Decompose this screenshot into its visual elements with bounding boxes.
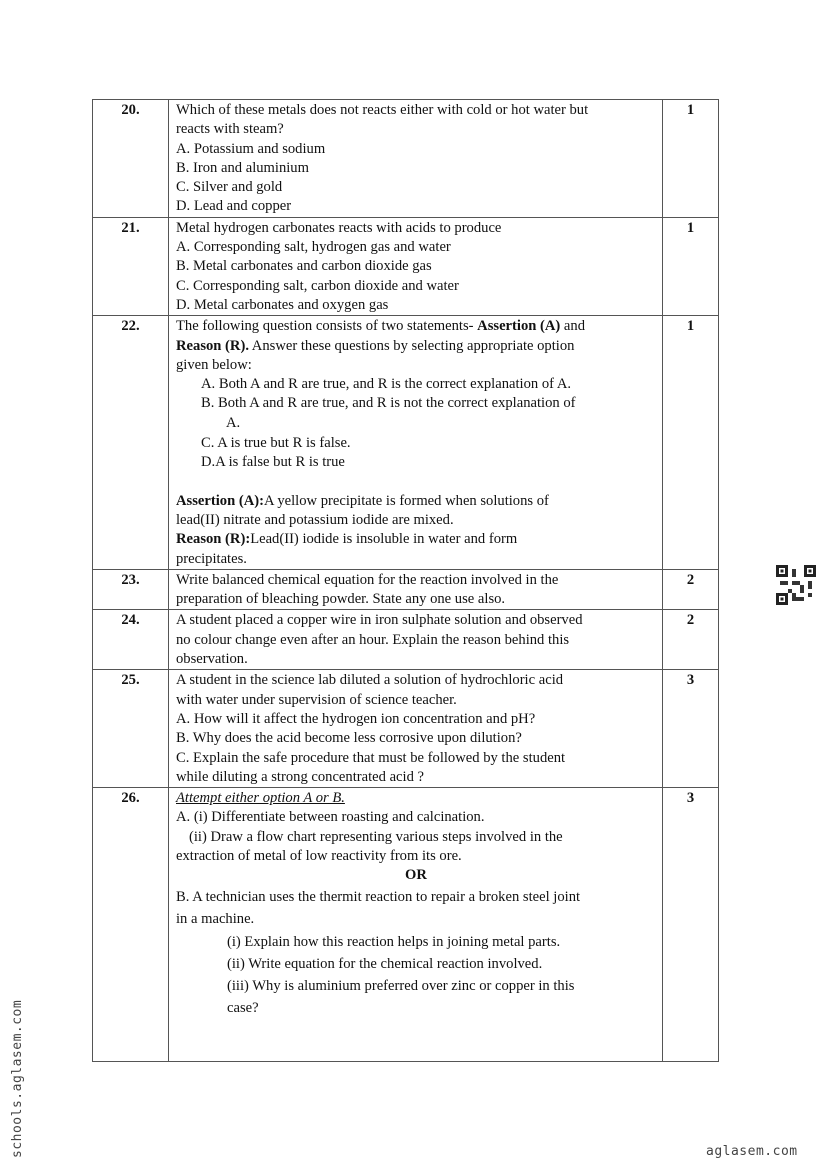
question-text: [169, 100, 663, 218]
question-row-26: [93, 788, 719, 1062]
option-b: B. Iron and aluminium: [176, 159, 309, 176]
text-bold: Reason (R).: [176, 337, 249, 354]
text-bold: Assertion (A): [477, 318, 561, 335]
question-number: 23.: [93, 569, 169, 610]
question-number: 25.: [93, 670, 169, 788]
option-a: A. Corresponding salt, hydrogen gas and water: [176, 239, 451, 256]
reason: [176, 530, 656, 549]
text-line: Write balanced chemical equation for the reaction involved in the: [176, 571, 559, 588]
instruction: Attempt either option A or B.: [176, 790, 345, 807]
question-text: [169, 788, 663, 1062]
text-line: A student placed a copper wire in iron sulphate solution and observed: [176, 612, 583, 629]
question-text: [169, 316, 663, 570]
text-line: while diluting a strong concentrated acid ?: [176, 768, 425, 785]
or-separator: OR: [405, 867, 427, 884]
option-d: D. Metal carbonates and oxygen gas: [176, 296, 389, 313]
text: The following question consists of two statements-: [176, 318, 478, 335]
option-b: B. Metal carbonates and carbon dioxide gas: [176, 258, 432, 275]
question-number: 21.: [93, 217, 169, 315]
text-line: Which of these metals does not reacts either with cold or hot water but: [176, 102, 589, 118]
question-text: [169, 217, 663, 315]
reason-label: Reason (R):: [176, 531, 251, 548]
text-line: [176, 337, 656, 356]
text-line: A student in the science lab diluted a solution of hydrochloric acid: [176, 672, 564, 689]
option-a: A. Both A and R are true, and R is the correct explanation of A.: [201, 376, 572, 393]
text-line: Metal hydrogen carbonates reacts with acids to produce: [176, 219, 502, 236]
marks: 1: [663, 217, 719, 315]
text-line: given below:: [176, 356, 252, 373]
option-b: B. Both A and R are true, and R is not the correct explanation of: [201, 395, 576, 412]
option-a-ii: (ii) Draw a flow chart representing various steps involved in the: [189, 828, 563, 845]
text-line: observation.: [176, 651, 248, 668]
option-d: D. Lead and copper: [176, 198, 292, 215]
question-number: 22.: [93, 316, 169, 570]
text: Answer these questions by selecting appropriate option: [248, 337, 575, 354]
text: and: [560, 318, 585, 335]
option-c: C. Silver and gold: [176, 179, 283, 196]
question-number: 24.: [93, 610, 169, 670]
marks: 1: [663, 100, 719, 218]
text-line: no colour change even after an hour. Explain the reason behind this: [176, 631, 570, 648]
marks: 3: [663, 670, 719, 788]
qr-code-icon: [776, 565, 816, 605]
question-row-20: [93, 100, 719, 218]
assertion-label: Assertion (A):: [176, 492, 264, 509]
text-line: precipitates.: [176, 550, 247, 567]
question-row-22: [93, 316, 719, 570]
question-text: [169, 610, 663, 670]
question-text: [169, 670, 663, 788]
marks: 1: [663, 316, 719, 570]
option-b: B. A technician uses the thermit reaction to repair a broken steel joint: [176, 888, 581, 905]
watermark-right: aglasem.com: [706, 1144, 798, 1159]
option-c: C. Corresponding salt, carbon dioxide and water: [176, 277, 459, 294]
option-b-i: (i) Explain how this reaction helps in joining metal parts.: [227, 933, 561, 950]
option-c: C. A is true but R is false.: [201, 435, 351, 452]
option-b-iii: (iii) Why is aluminium preferred over zinc or copper in this: [227, 977, 575, 994]
text-line: reacts with steam?: [176, 121, 284, 138]
marks: 3: [663, 788, 719, 1062]
marks: 2: [663, 610, 719, 670]
assertion: [176, 492, 656, 511]
text: A yellow precipitate is formed when solutions of: [263, 492, 549, 509]
question-row-25: [93, 670, 719, 788]
text-line: [176, 317, 656, 336]
question-row-21: [93, 217, 719, 315]
question-row-24: [93, 610, 719, 670]
marks: 2: [663, 569, 719, 610]
text-line: preparation of bleaching powder. State any one use also.: [176, 591, 506, 608]
text-line: case?: [227, 999, 259, 1016]
option-d: D.A is false but R is true: [201, 454, 345, 471]
option-b-ii: (ii) Write equation for the chemical reaction involved.: [227, 955, 543, 972]
text-line: lead(II) nitrate and potassium iodide are mixed.: [176, 511, 454, 528]
question-number: 20.: [93, 100, 169, 218]
question-table: [92, 99, 719, 1062]
sub-question-b: B. Why does the acid become less corrosive upon dilution?: [176, 730, 522, 747]
text-line: with water under supervision of science teacher.: [176, 691, 457, 708]
option-a-i: A. (i) Differentiate between roasting and calcination.: [176, 809, 485, 826]
watermark-left: schools.aglasem.com: [10, 999, 25, 1158]
option-a: A. Potassium and sodium: [176, 140, 326, 157]
text-line: extraction of metal of low reactivity from its ore.: [176, 847, 462, 864]
question-row-23: [93, 569, 719, 610]
text: Lead(II) iodide is insoluble in water and form: [250, 531, 518, 548]
option-b-cont: A.: [226, 414, 241, 431]
question-text: [169, 569, 663, 610]
text-line: in a machine.: [176, 910, 255, 927]
sub-question-a: A. How will it affect the hydrogen ion concentration and pH?: [176, 710, 536, 727]
question-number: 26.: [93, 788, 169, 1062]
sub-question-c: C. Explain the safe procedure that must be followed by the student: [176, 749, 566, 766]
